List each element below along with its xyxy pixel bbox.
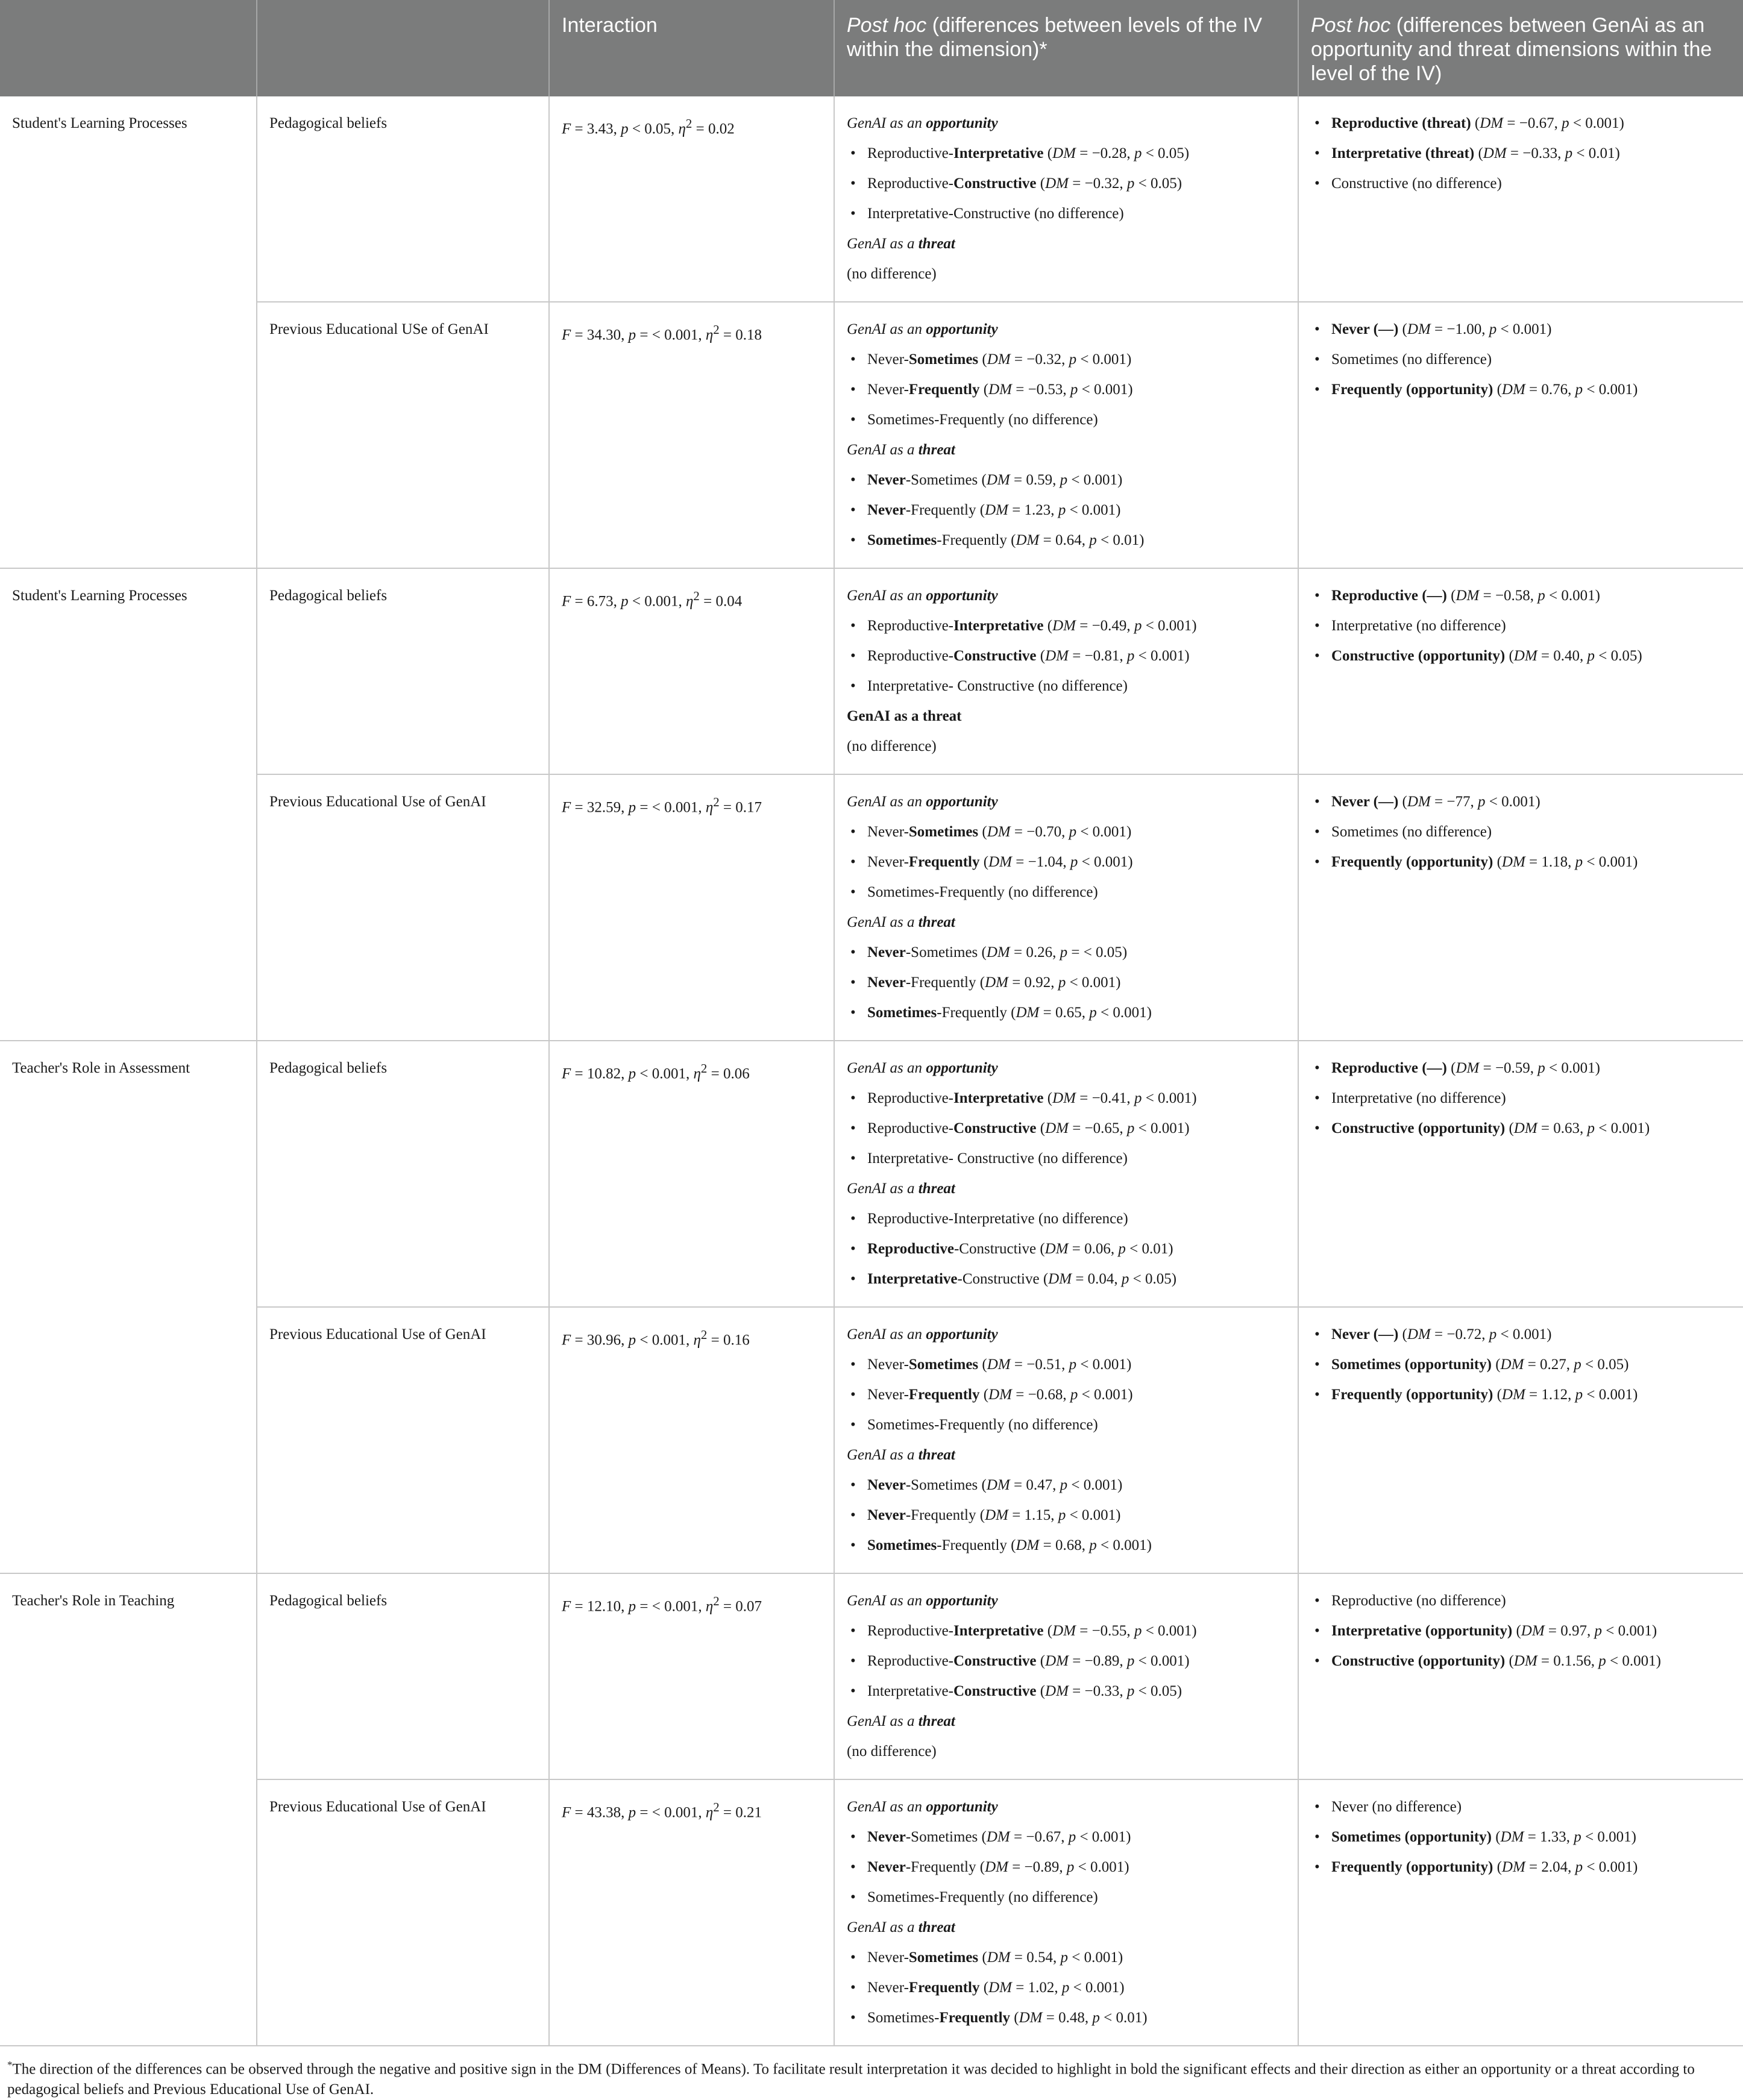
list-item: • Interpretative (no difference) [1311,611,1731,641]
opportunity-heading: GenAI as an opportunity [847,115,998,131]
opportunity-heading: GenAI as an opportunity [847,1799,998,1815]
header-posthoc-levels: Post hoc (differences between levels of the IV within the dimension)* [834,0,1298,96]
threat-heading: GenAI as a threat [847,1919,955,1935]
iv-label: Previous Educational Use of GenAI [257,774,549,1041]
list-item: • Constructive (no difference) [1311,169,1731,199]
interaction-stat: F = 3.43, p < 0.05, $\eta^2 = 0.02$ [549,96,834,302]
opportunity-heading: GenAI as an opportunity [847,1326,998,1343]
list-item: • Never-Sometimes (DM = 0.47, p < 0.001) [847,1470,1286,1500]
iv-label: Previous Educational Use of GenAI [257,1307,549,1573]
list-item: • Frequently (opportunity) (DM = 1.12, p < 0.001) [1311,1380,1731,1410]
list-item: • Never-Sometimes (DM = −0.51, p < 0.001) [847,1350,1286,1380]
list-item: • Reproductive-Constructive (DM = −0.81, p < 0.001) [847,641,1286,671]
posthoc-levels [834,1573,1298,1779]
posthoc-dimensions [1298,1041,1743,1307]
list-item: • Interpretative (threat) (DM = −0.33, p < 0.01) [1311,139,1731,169]
posthoc-dimensions [1298,96,1743,302]
opportunity-heading: GenAI as an opportunity [847,794,998,810]
table-row [0,1041,1743,1307]
posthoc-dimensions [1298,302,1743,568]
posthoc-dimensions [1298,774,1743,1041]
threat-heading: GenAI as a threat [847,442,955,458]
list-item: • Sometimes (no difference) [1311,817,1731,847]
list-item: • Sometimes (opportunity) (DM = 0.27, p < 0.05) [1311,1350,1731,1380]
list-item: • Sometimes-Frequently (DM = 0.64, p < 0.01) [847,525,1286,556]
list-item: • Sometimes-Frequently (no difference) [847,877,1286,907]
iv-label: Pedagogical beliefs [257,1573,549,1779]
list-item: • Reproductive-Constructive (DM = 0.06, p < 0.01) [847,1234,1286,1264]
list-item: • Sometimes-Frequently (no difference) [847,405,1286,435]
list-item: • Sometimes (no difference) [1311,345,1731,375]
interaction-stat: F = 12.10, p = < 0.001, $\eta^2 = 0.07$ [549,1573,834,1779]
posthoc-levels [834,1041,1298,1307]
list-item: • Never-Frequently (DM = 1.23, p < 0.001) [847,495,1286,525]
list-item: • Reproductive-Constructive (DM = −0.89, p < 0.001) [847,1646,1286,1676]
header-dimension [0,0,257,96]
iv-label: Pedagogical beliefs [257,96,549,302]
posthoc-levels [834,1779,1298,2046]
no-difference-text: (no difference) [847,266,937,282]
list-item: • Constructive (opportunity) (DM = 0.40, p < 0.05) [1311,641,1731,671]
table-row [0,96,1743,302]
posthoc-levels [834,302,1298,568]
list-item: • Sometimes-Frequently (DM = 0.48, p < 0.01) [847,2003,1286,2033]
list-item: • Frequently (opportunity) (DM = 1.18, p < 0.001) [1311,847,1731,877]
table-row [0,1307,1743,1573]
posthoc-dimensions [1298,1573,1743,1779]
list-item: • Never-Frequently (DM = −0.68, p < 0.001) [847,1380,1286,1410]
posthoc-dimensions [1298,1779,1743,2046]
list-item: • Never-Sometimes (DM = −0.67, p < 0.001) [847,1822,1286,1852]
list-item: • Never-Sometimes (DM = 0.26, p = < 0.05) [847,938,1286,968]
opportunity-heading: GenAI as an opportunity [847,588,998,604]
list-item: • Reproductive-Interpretative (DM = −0.28, p < 0.05) [847,139,1286,169]
threat-heading: GenAI as a threat [847,236,955,252]
list-item: • Interpretative-Constructive (no difference) [847,199,1286,229]
list-item: • Never-Frequently (DM = 1.02, p < 0.001) [847,1973,1286,2003]
no-difference-text: (no difference) [847,1743,937,1760]
table-footnote: *The direction of the differences can be observed through the negative and positive sign in the DM (Differences of Means). To facilitate result interpretation it was decided to highlight in bold the significant effects and their direction as either an opportunity or a threat according to pedagogical beliefs and Previous Educational Use of GenAI. [7,2059,1695,2098]
dimension-label: Teacher's Role in Assessment [0,1041,257,1573]
interaction-stat: F = 6.73, p < 0.001, $\eta^2 = 0.04$ [549,568,834,774]
threat-heading: GenAI as a threat [847,708,962,724]
iv-label: Pedagogical beliefs [257,1041,549,1307]
dimension-label: Student's Learning Processes [0,96,257,568]
iv-label: Previous Educational USe of GenAI [257,302,549,568]
posthoc-levels [834,568,1298,774]
header-posthoc-dimensions: Post hoc (differences between GenAi as an opportunity and threat dimensions within the level of the IV) [1298,0,1743,96]
posthoc-dimensions [1298,1307,1743,1573]
posthoc-dimensions [1298,568,1743,774]
list-item: • Never-Sometimes (DM = −0.70, p < 0.001) [847,817,1286,847]
list-item: • Reproductive-Interpretative (no difference) [847,1204,1286,1234]
threat-heading: GenAI as a threat [847,1180,955,1197]
list-item: • Sometimes (opportunity) (DM = 1.33, p < 0.001) [1311,1822,1731,1852]
list-item: • Constructive (opportunity) (DM = 0.63, p < 0.001) [1311,1114,1731,1144]
list-item: • Never-Sometimes (DM = 0.54, p < 0.001) [847,1943,1286,1973]
header-iv [257,0,549,96]
threat-heading: GenAI as a threat [847,1713,955,1729]
list-item: • Never (—) (DM = −77, p < 0.001) [1311,787,1731,817]
threat-heading: GenAI as a threat [847,1447,955,1463]
opportunity-heading: GenAI as an opportunity [847,321,998,337]
interaction-stat: F = 43.38, p = < 0.001, $\eta^2 = 0.21$ [549,1779,834,2046]
list-item: • Reproductive (threat) (DM = −0.67, p < 0.001) [1311,108,1731,139]
list-item: • Never-Frequently (DM = −0.89, p < 0.001) [847,1852,1286,1882]
table-row [0,1779,1743,2046]
list-item: • Sometimes-Frequently (no difference) [847,1410,1286,1440]
opportunity-heading: GenAI as an opportunity [847,1060,998,1076]
list-item: • Never (—) (DM = −1.00, p < 0.001) [1311,315,1731,345]
list-item: • Reproductive (no difference) [1311,1586,1731,1616]
interaction-stat: F = 30.96, p < 0.001, $\eta^2 = 0.16$ [549,1307,834,1573]
list-item: • Reproductive (—) (DM = −0.59, p < 0.001) [1311,1053,1731,1083]
iv-label: Previous Educational Use of GenAI [257,1779,549,2046]
list-item: • Never-Sometimes (DM = −0.32, p < 0.001) [847,345,1286,375]
iv-label: Pedagogical beliefs [257,568,549,774]
header-row [0,0,1743,96]
posthoc-levels [834,1307,1298,1573]
dimension-label: Student's Learning Processes [0,568,257,1041]
list-item: • Interpretative- Constructive (no difference) [847,671,1286,701]
list-item: • Interpretative (opportunity) (DM = 0.97, p < 0.001) [1311,1616,1731,1646]
no-difference-text: (no difference) [847,738,937,754]
list-item: • Sometimes-Frequently (no difference) [847,1882,1286,1913]
list-item: • Sometimes-Frequently (DM = 0.68, p < 0.001) [847,1531,1286,1561]
interaction-stat: F = 32.59, p = < 0.001, $\eta^2 = 0.17$ [549,774,834,1041]
list-item: • Never-Frequently (DM = 1.15, p < 0.001) [847,1500,1286,1531]
table-row [0,774,1743,1041]
list-item: • Interpretative-Constructive (DM = 0.04, p < 0.05) [847,1264,1286,1294]
list-item: • Frequently (opportunity) (DM = 2.04, p < 0.001) [1311,1852,1731,1882]
list-item: • Interpretative (no difference) [1311,1083,1731,1114]
list-item: • Reproductive-Interpretative (DM = −0.49, p < 0.001) [847,611,1286,641]
list-item: • Reproductive (—) (DM = −0.58, p < 0.001) [1311,581,1731,611]
table-row [0,1573,1743,1779]
table-row [0,302,1743,568]
posthoc-levels [834,774,1298,1041]
list-item: • Never-Frequently (DM = −1.04, p < 0.001) [847,847,1286,877]
interaction-stat: F = 10.82, p < 0.001, $\eta^2 = 0.06$ [549,1041,834,1307]
list-item: • Never (—) (DM = −0.72, p < 0.001) [1311,1320,1731,1350]
list-item: • Constructive (opportunity) (DM = 0.1.56, p < 0.001) [1311,1646,1731,1676]
list-item: • Never-Frequently (DM = −0.53, p < 0.001) [847,375,1286,405]
list-item: • Sometimes-Frequently (DM = 0.65, p < 0.001) [847,998,1286,1028]
list-item: • Never (no difference) [1311,1792,1731,1822]
opportunity-heading: GenAI as an opportunity [847,1593,998,1609]
list-item: • Never-Sometimes (DM = 0.59, p < 0.001) [847,465,1286,495]
posthoc-levels [834,96,1298,302]
list-item: • Reproductive-Interpretative (DM = −0.55, p < 0.001) [847,1616,1286,1646]
list-item: • Reproductive-Constructive (DM = −0.65, p < 0.001) [847,1114,1286,1144]
interaction-stat: F = 34.30, p = < 0.001, $\eta^2 = 0.18$ [549,302,834,568]
list-item: • Reproductive-Interpretative (DM = −0.41, p < 0.001) [847,1083,1286,1114]
list-item: • Never-Frequently (DM = 0.92, p < 0.001) [847,968,1286,998]
dimension-label: Teacher's Role in Teaching [0,1573,257,2046]
list-item: • Interpretative-Constructive (DM = −0.33, p < 0.05) [847,1676,1286,1707]
list-item: • Reproductive-Constructive (DM = −0.32, p < 0.05) [847,169,1286,199]
table-row [0,568,1743,774]
list-item: • Frequently (opportunity) (DM = 0.76, p < 0.001) [1311,375,1731,405]
header-interaction: Interaction [549,0,834,96]
threat-heading: GenAI as a threat [847,914,955,930]
list-item: • Interpretative- Constructive (no difference) [847,1144,1286,1174]
